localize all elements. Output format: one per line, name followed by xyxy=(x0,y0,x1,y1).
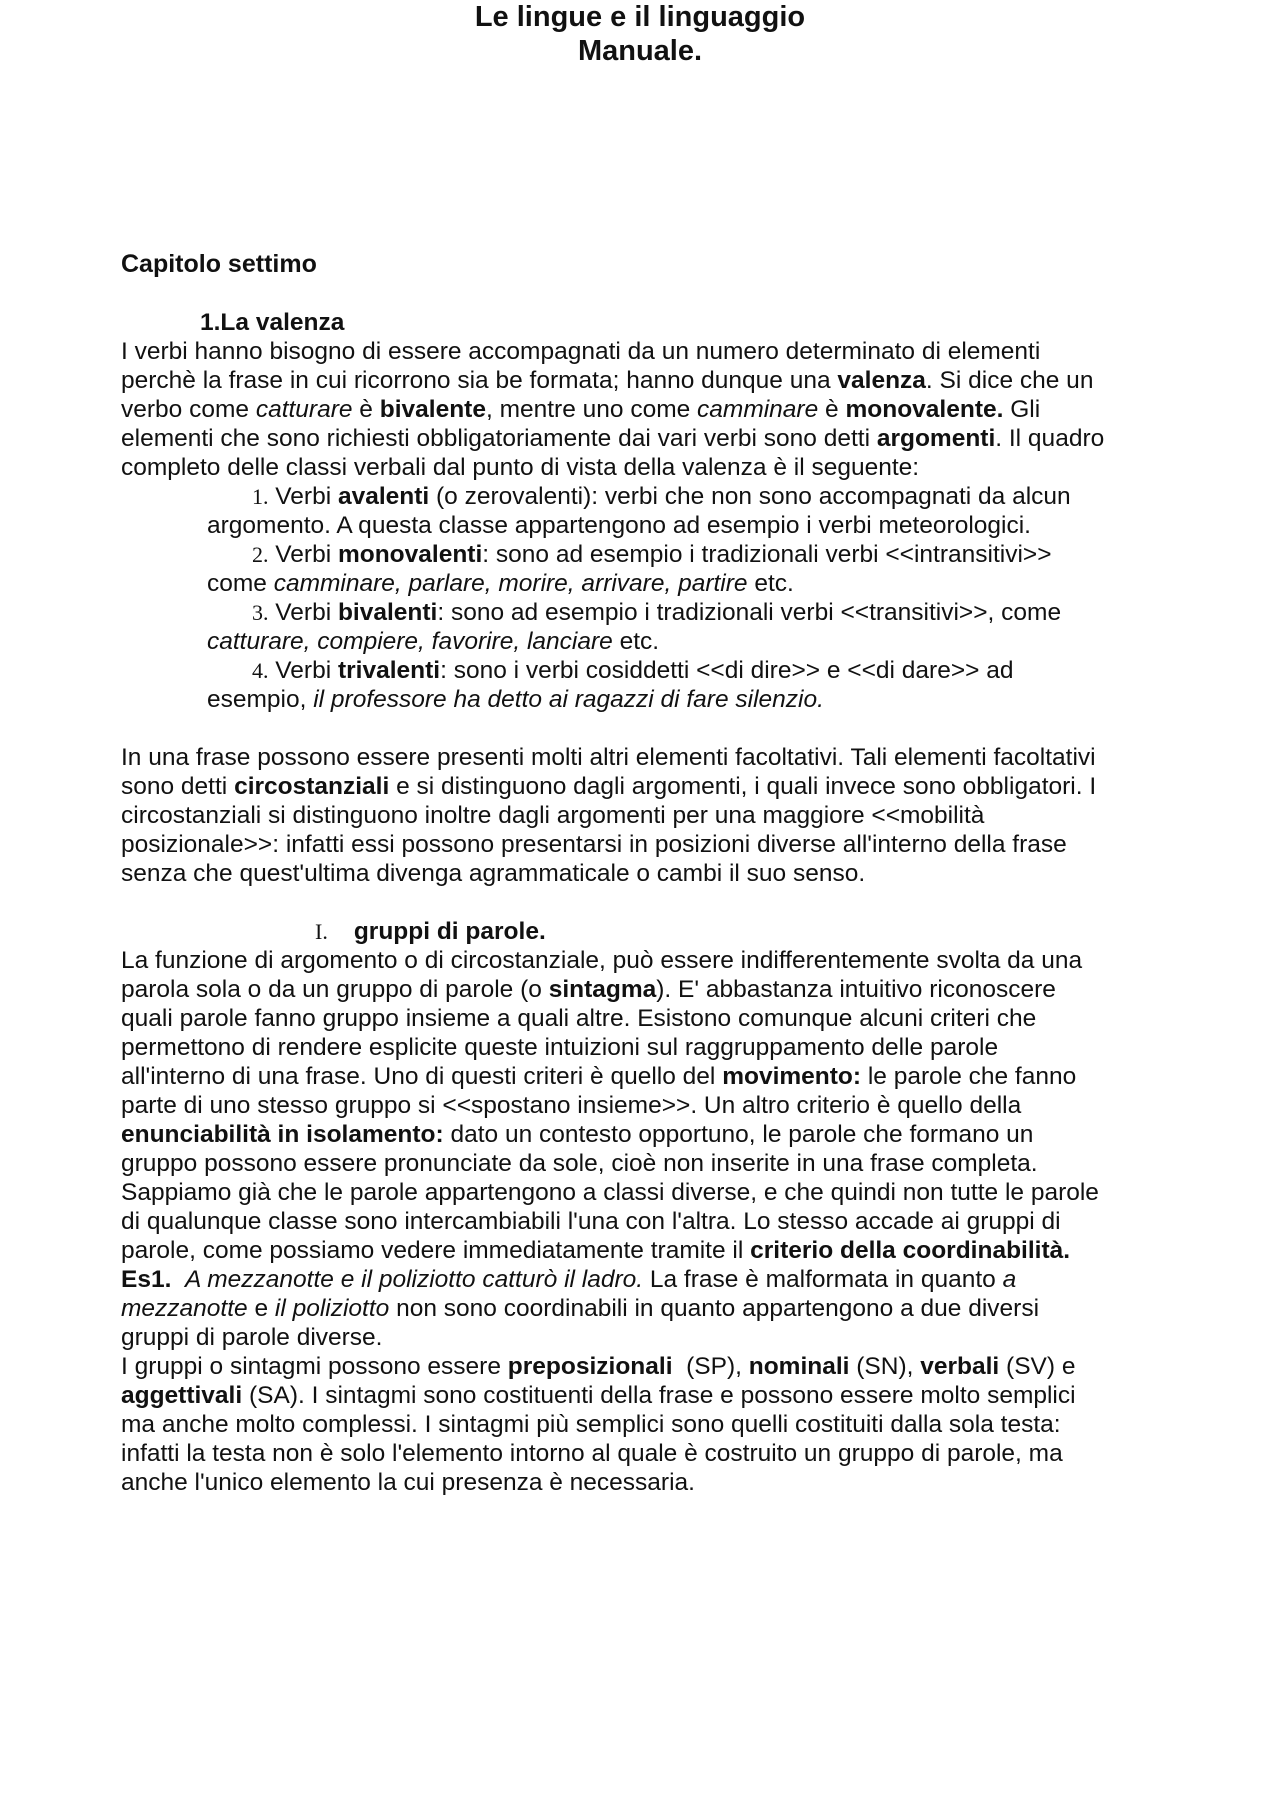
paragraph-line: aggettivali (SA). I sintagmi sono costituenti della frase e possono essere molto semplici xyxy=(121,1382,1076,1409)
paragraph-line: elementi che sono richiesti obbligatoriamente dai vari verbi sono detti argomenti. Il quadro xyxy=(121,425,1105,452)
document-title: Le lingue e il linguaggio xyxy=(474,1,806,33)
paragraph-line: posizionale>>: infatti essi possono presentarsi in posizioni diverse all'interno della frase xyxy=(121,831,1067,858)
list-item-continuation: argomento. A questa classe appartengono ad esempio i verbi meteorologici. xyxy=(207,512,1031,539)
list-item-continuation: catturare, compiere, favorire, lanciare etc. xyxy=(207,628,660,655)
paragraph-line: senza che quest'ultima divenga agrammaticale o cambi il suo senso. xyxy=(121,860,866,887)
paragraph-line: circostanziali si distinguono inoltre dagli argomenti per una maggiore <<mobilità xyxy=(121,802,985,829)
paragraph-line: La funzione di argomento o di circostanziale, può essere indifferentemente svolta da una xyxy=(121,947,1083,974)
term-argomenti: argomenti xyxy=(876,425,996,452)
paragraph-line: perchè la frase in cui ricorrono sia be formata; hanno dunque una valenza. Si dice che un xyxy=(121,367,1094,394)
paragraph-line: I verbi hanno bisogno di essere accompagnati da un numero determinato di elementi xyxy=(121,338,1041,365)
list-item-continuation: come camminare, parlare, morire, arrivare, partire etc. xyxy=(207,570,794,597)
term-monovalente: monovalente. xyxy=(845,396,1004,423)
list-item: 4. Verbi trivalenti: sono i verbi cosiddetti <<di dire>> e <<di dare>> ad xyxy=(252,657,1014,684)
term-coordinabilita: criterio della coordinabilità. xyxy=(750,1237,1071,1264)
section-heading-valenza: 1.La valenza xyxy=(200,309,345,336)
paragraph-line: parola sola o da un gruppo di parole (o sintagma). E' abbastanza intuitivo riconoscere xyxy=(121,976,1056,1003)
paragraph-line: verbo come catturare è bivalente, mentre uno come camminare è monovalente. Gli xyxy=(121,396,1041,423)
paragraph-line: completo delle classi verbali dal punto di vista della valenza è il seguente: xyxy=(121,454,920,481)
example-label: Es1. xyxy=(121,1266,172,1293)
title-block xyxy=(0,0,1280,68)
paragraph-line: quali parole fanno gruppo insieme a quali altre. Esistono comunque alcuni criteri che xyxy=(121,1005,1037,1032)
section-heading-gruppi: I. gruppi di parole. xyxy=(315,918,546,945)
paragraph-line: ma anche molto complessi. I sintagmi più semplici sono quelli costituiti dalla sola testa: xyxy=(121,1411,1061,1438)
paragraph-line: infatti la testa non è solo l'elemento intorno al quale è costruito un gruppo di parole, ma xyxy=(121,1440,1063,1467)
paragraph-line: enunciabilità in isolamento: dato un contesto opportuno, le parole che formano un xyxy=(121,1121,1034,1148)
paragraph-line: I gruppi o sintagmi possono essere preposizionali (SP), nominali (SN), verbali (SV) e xyxy=(121,1353,1076,1380)
document-subtitle: Manuale. xyxy=(577,35,703,67)
section-valenza xyxy=(121,308,1181,1497)
paragraph-line: In una frase possono essere presenti molti altri elementi facoltativi. Tali elementi facoltativi xyxy=(121,744,1096,771)
list-item: 1. Verbi avalenti (o zerovalenti): verbi che non sono accompagnati da alcun xyxy=(252,483,1071,510)
term-enunciabilita: enunciabilità in isolamento: xyxy=(121,1121,444,1148)
list-item: 3. Verbi bivalenti: sono ad esempio i tradizionali verbi <<transitivi>>, come xyxy=(252,599,1062,626)
term-bivalente: bivalente xyxy=(379,396,486,423)
paragraph-line: Es1. A mezzanotte e il poliziotto catturò il ladro. La frase è malformata in quanto a xyxy=(121,1266,1017,1293)
paragraph-line: parole, come possiamo vedere immediatamente tramite il criterio della coordinabilità. xyxy=(121,1237,1071,1264)
spacer xyxy=(121,714,1181,743)
paragraph-line: all'interno di una frase. Uno di questi criteri è quello del movimento: le parole che fanno xyxy=(121,1063,1077,1090)
paragraph-line: Sappiamo già che le parole appartengono a classi diverse, e che quindi non tutte le parole xyxy=(121,1179,1099,1206)
paragraph-line: permettono di rendere esplicite queste intuizioni sul raggruppamento delle parole xyxy=(121,1034,999,1061)
term-movimento: movimento: xyxy=(722,1063,862,1090)
paragraph-line: di qualunque classe sono intercambiabili l'una con l'altra. Lo stesso accade ai gruppi di xyxy=(121,1208,1061,1235)
term-circostanziali: circostanziali xyxy=(234,773,390,800)
paragraph-line: parte di uno stesso gruppo si <<spostano insieme>>. Un altro criterio è quello della xyxy=(121,1092,1022,1119)
paragraph-line: gruppo possono essere pronunciate da sole, cioè non inserite in una frase completa. xyxy=(121,1150,1038,1177)
paragraph-line: mezzanotte e il poliziotto non sono coordinabili in quanto appartengono a due diversi xyxy=(121,1295,1040,1322)
list-item-continuation: esempio, il professore ha detto ai ragazzi di fare silenzio. xyxy=(207,686,824,713)
term-sintagma: sintagma xyxy=(548,976,657,1003)
term-valenza: valenza xyxy=(837,367,926,394)
list-item: 2. Verbi monovalenti: sono ad esempio i tradizionali verbi <<intransitivi>> xyxy=(252,541,1052,568)
spacer xyxy=(121,888,1181,917)
paragraph-line: anche l'unico elemento la cui presenza è necessaria. xyxy=(121,1469,695,1496)
paragraph-line: gruppi di parole diverse. xyxy=(121,1324,383,1351)
paragraph-line: sono detti circostanziali e si distinguono dagli argomenti, i quali invece sono obbligatori. I xyxy=(121,773,1097,800)
chapter-heading: Capitolo settimo xyxy=(121,250,317,278)
